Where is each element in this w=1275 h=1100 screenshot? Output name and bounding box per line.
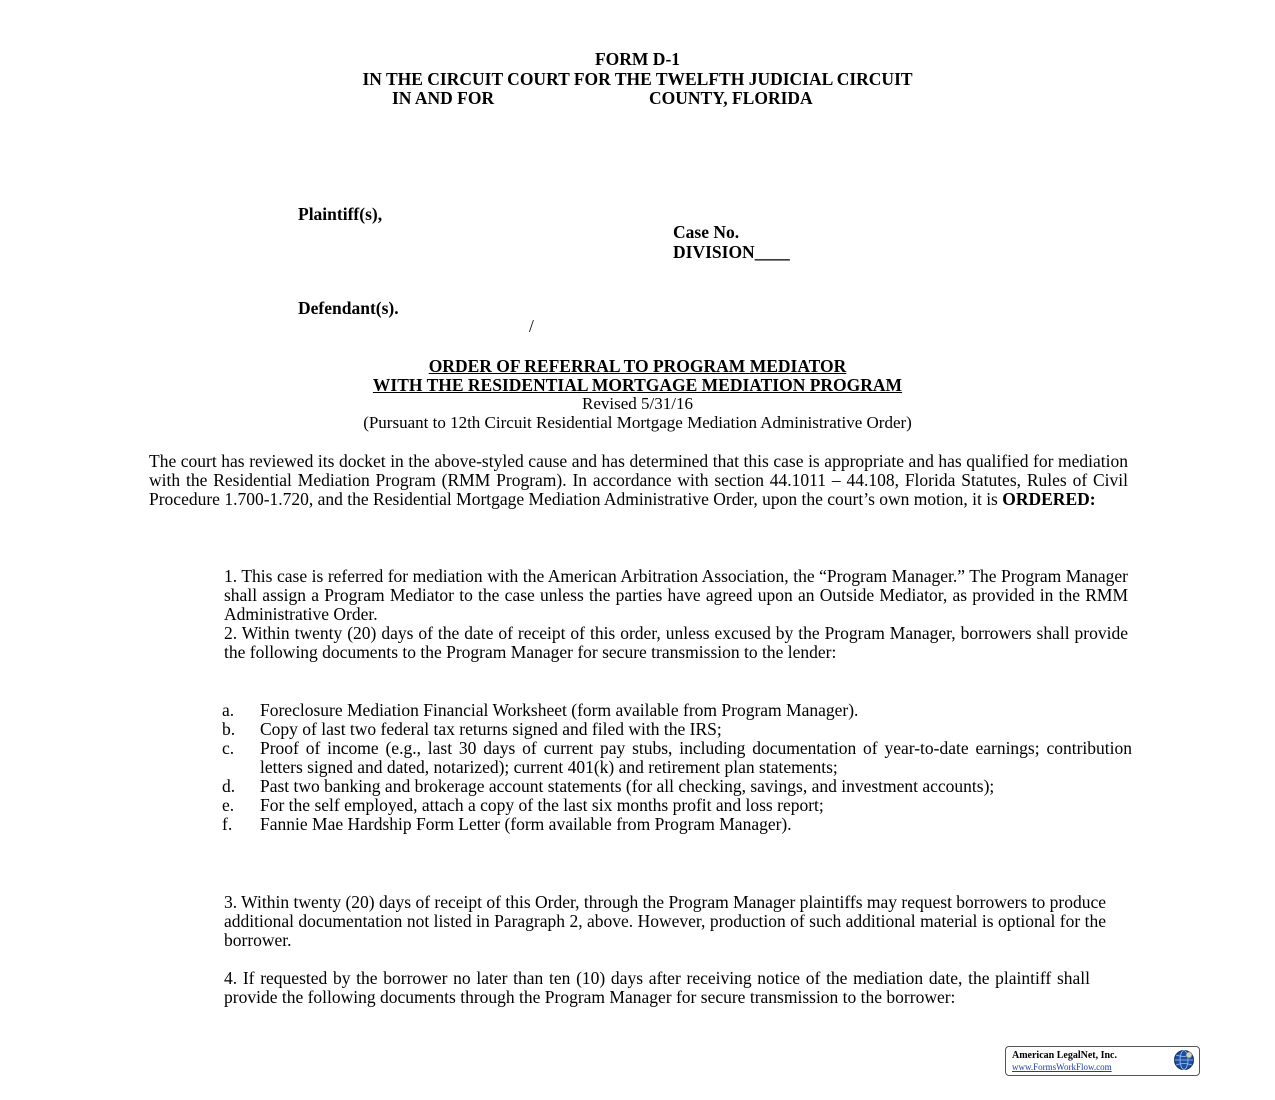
paragraph-3-text: 3. Within twenty (20) days of receipt of this Order, through the Program Manager plaintiffs may request borrowers to produce additional documentation not listed in Paragraph 2, above. However, production of such additional material is optional for the borrower.	[224, 892, 1106, 950]
order-title-line1: ORDER OF REFERRAL TO PROGRAM MEDIATOR	[428, 356, 847, 376]
badge-url-link[interactable]: www.FormsWorkFlow.com	[1012, 1062, 1112, 1072]
order-title-line2: WITH THE RESIDENTIAL MORTGAGE MEDIATION PROGRAM	[372, 375, 903, 395]
list-marker: e.	[222, 795, 235, 815]
list-item	[222, 815, 1132, 834]
list-marker: c.	[222, 738, 235, 758]
list-marker: a.	[222, 700, 235, 720]
revised-date: Revised 5/31/16	[582, 394, 693, 413]
defendant-label: Defendant(s).	[298, 298, 399, 318]
paragraph-1	[149, 567, 1128, 624]
list-marker: d.	[222, 776, 236, 796]
paragraph-2	[149, 624, 1128, 662]
division-label: DIVISION____	[673, 242, 790, 262]
list-text: Foreclosure Mediation Financial Worksheet (form available from Program Manager).	[260, 700, 859, 720]
paragraph-4-text: 4. If requested by the borrower no later than ten (10) days after receiving notice of the mediation date, the plaintiff shall provide the following documents through the Program Manager for secure transmission to the borrower:	[224, 968, 1090, 1007]
list-item	[222, 777, 1132, 796]
list-marker: f.	[222, 814, 233, 834]
county-label: COUNTY, FLORIDA	[649, 88, 813, 108]
list-marker: b.	[222, 719, 236, 739]
in-and-for: IN AND FOR	[392, 88, 495, 108]
paragraph-3	[149, 893, 1106, 950]
paragraph-4	[149, 969, 1090, 1007]
intro-paragraph	[149, 452, 1128, 509]
plaintiff-label: Plaintiff(s),	[298, 204, 383, 224]
ordered-label: ORDERED:	[1002, 489, 1096, 509]
list-item	[222, 739, 1132, 777]
list-item	[222, 720, 1132, 739]
list-text: Proof of income (e.g., last 30 days of current pay stubs, including documentation of year-to-date earnings; contribution letters signed and dated, notarized); current 401(k) and retirement plan statements;	[260, 738, 1132, 777]
list-text: Past two banking and brokerage account statements (for all checking, savings, and investment accounts);	[260, 776, 995, 796]
documents-list	[222, 701, 1132, 834]
intro-text: The court has reviewed its docket in the above-styled cause and has determined that this case is appropriate and has qualified for mediation with the Residential Mediation Program (RMM Program). In accordance with section 44.1011 – 44.108, Florida Statutes, Rules of Civil Procedure 1.700-1.720, and the Residential Mortgage Mediation Administrative Order, upon the court’s own motion, it is	[149, 451, 1128, 509]
case-number-label: Case No.	[673, 222, 740, 242]
legalnet-badge[interactable]	[1005, 1046, 1200, 1076]
paragraph-1-text: 1. This case is referred for mediation with the American Arbitration Association, the “Program Manager.” The Program Manager shall assign a Program Mediator to the case unless the parties have agreed upon an Outside Mediator, as provided in the RMM Administrative Order.	[224, 566, 1128, 624]
list-text: Copy of last two federal tax returns signed and filed with the IRS;	[260, 719, 722, 739]
list-item	[222, 796, 1132, 815]
court-line: IN THE CIRCUIT COURT FOR THE TWELFTH JUDICIAL CIRCUIT	[362, 69, 913, 89]
globe-logo-icon	[1173, 1049, 1195, 1071]
list-text: For the self employed, attach a copy of the last six months profit and loss report;	[260, 795, 824, 815]
paragraph-2-text: 2. Within twenty (20) days of the date of receipt of this order, unless excused by the Program Manager, borrowers shall provide the following documents to the Program Manager for secure transmission to the lender:	[224, 623, 1128, 662]
list-item	[222, 701, 1132, 720]
list-text: Fannie Mae Hardship Form Letter (form available from Program Manager).	[260, 814, 792, 834]
badge-company-name: American LegalNet, Inc.	[1012, 1050, 1117, 1061]
pursuant-note: (Pursuant to 12th Circuit Residential Mortgage Mediation Administrative Order)	[363, 413, 912, 432]
caption-slash: /	[529, 316, 534, 336]
form-id: FORM D-1	[594, 49, 681, 69]
